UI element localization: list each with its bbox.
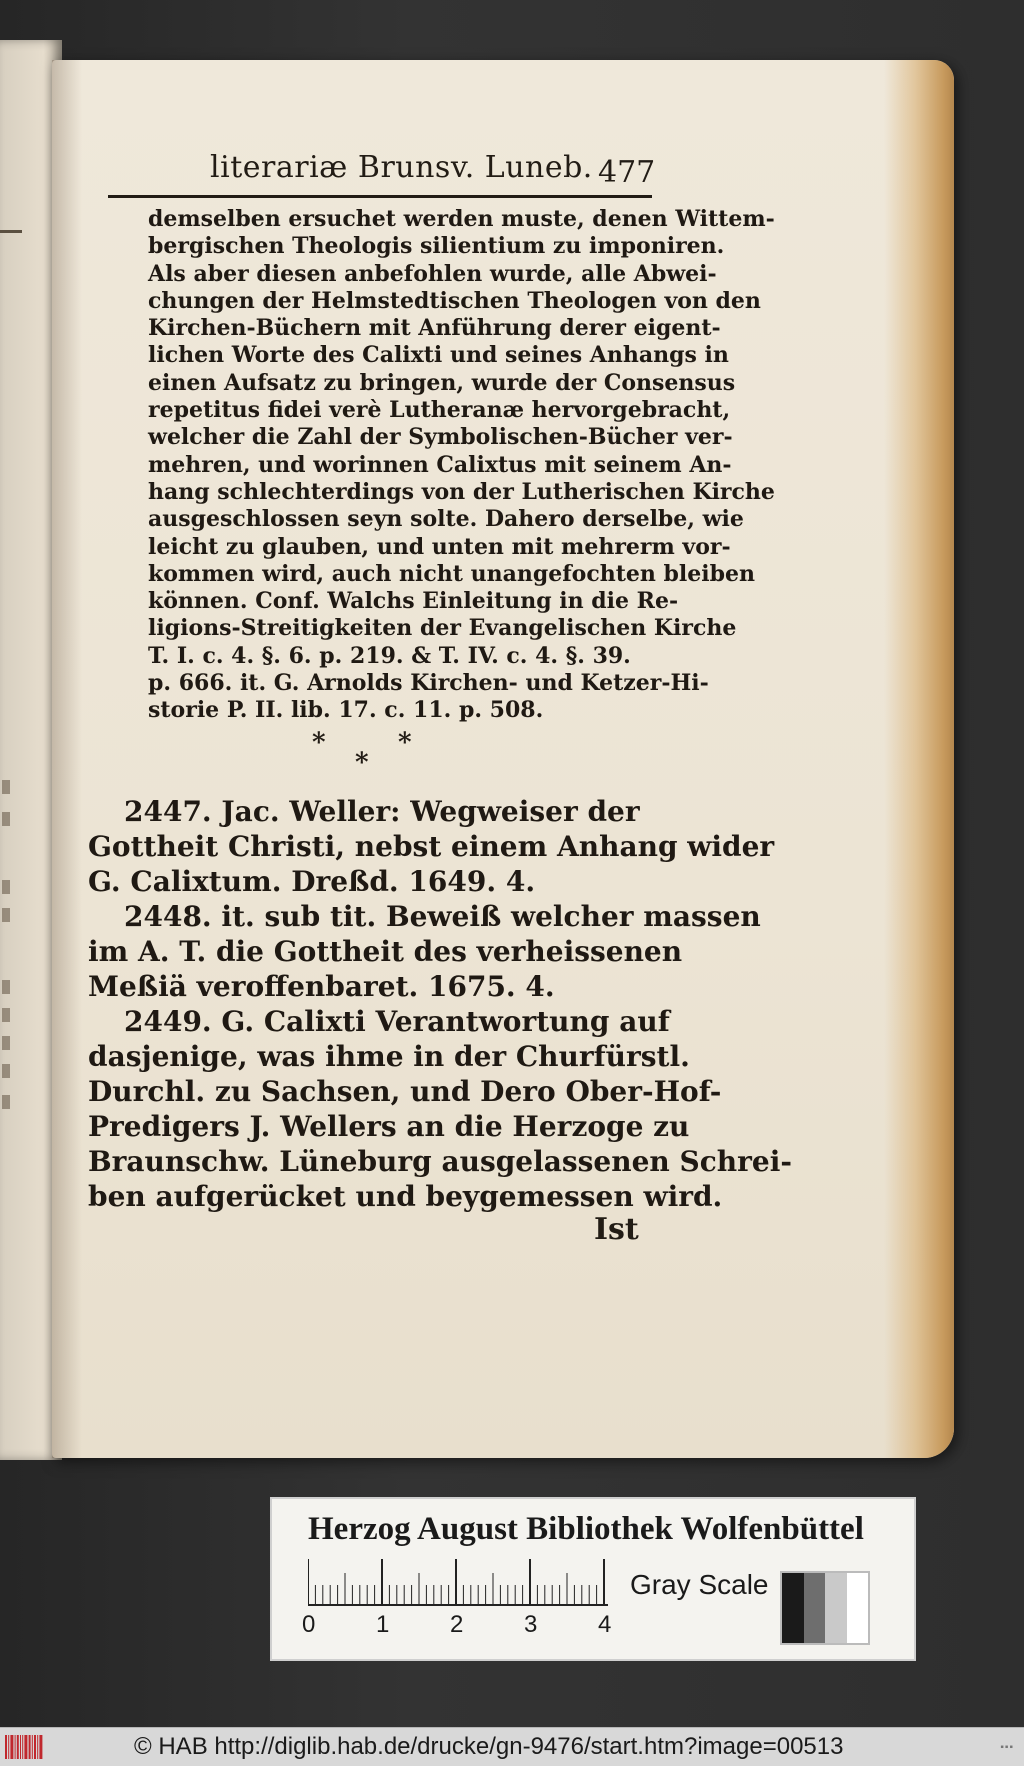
entry-line: Braunschw. Lüneburg ausgelassenen Schrei- bbox=[88, 1145, 792, 1178]
entry-line: 2447. Jac. Weller: Wegweiser der bbox=[124, 795, 640, 828]
asterism-separator bbox=[0, 728, 1024, 778]
logo-bar bbox=[20, 1735, 21, 1759]
body-line: hang schlechterdings von der Lutherischen Kirche bbox=[148, 478, 775, 505]
footer-bar bbox=[0, 1727, 1024, 1766]
entry-line: dasjenige, was ihme in der Churfürstl. bbox=[88, 1040, 690, 1073]
previous-page-glyph bbox=[2, 1036, 10, 1050]
color-calibration-card bbox=[270, 1497, 916, 1661]
footer-citation-link[interactable]: © HAB http://diglib.hab.de/drucke/gn-9476/start.htm?image=00513 bbox=[134, 1733, 844, 1760]
page-number: 477 bbox=[598, 155, 656, 190]
body-line: leicht zu glauben, und unten mit mehrerm vor- bbox=[148, 533, 731, 560]
ruler-ticks bbox=[308, 1557, 618, 1613]
logo-bar bbox=[29, 1735, 31, 1759]
hab-barcode-logo-icon bbox=[4, 1733, 46, 1761]
previous-page-rule bbox=[0, 230, 22, 233]
previous-page-glyph bbox=[2, 980, 10, 994]
entry-line: 2449. G. Calixti Verantwortung auf bbox=[124, 1005, 670, 1038]
logo-bar bbox=[39, 1735, 42, 1759]
previous-page-glyph bbox=[2, 1064, 10, 1078]
body-line: repetitus fidei verè Lutheranæ hervorgebracht, bbox=[148, 397, 731, 424]
ruler-number: 1 bbox=[376, 1611, 390, 1638]
card-title: Herzog August Bibliothek Wolfenbüttel bbox=[308, 1511, 864, 1547]
body-line: können. Conf. Walchs Einleitung in die Re- bbox=[148, 588, 679, 615]
previous-page-glyph bbox=[2, 908, 10, 922]
entry-line: Gottheit Christi, nebst einem Anhang wider bbox=[88, 830, 775, 863]
body-line: demselben ersuchet werden muste, denen Wittem- bbox=[148, 206, 775, 232]
previous-page-glyph bbox=[2, 780, 10, 794]
body-line: p. 666. it. G. Arnolds Kirchen- und Ketzer-Hi- bbox=[148, 670, 709, 697]
entry-line: im A. T. die Gottheit des verheissenen bbox=[88, 935, 683, 968]
ruler-number: 3 bbox=[524, 1611, 538, 1638]
gray-patch bbox=[825, 1573, 847, 1643]
ruler-number: 2 bbox=[450, 1611, 464, 1638]
body-line: bergischen Theologis silientium zu imponiren. bbox=[148, 233, 725, 260]
gray-patch bbox=[847, 1573, 869, 1643]
body-line: mehren, und worinnen Calixtus mit seinem An- bbox=[148, 451, 732, 478]
body-line: Kirchen-Büchern mit Anführung derer eigent- bbox=[148, 315, 721, 342]
gray-patch bbox=[782, 1573, 804, 1643]
gray-patch bbox=[804, 1573, 826, 1643]
previous-page-glyph bbox=[2, 812, 10, 826]
ruler-number: 0 bbox=[302, 1611, 316, 1638]
logo-bar bbox=[24, 1735, 27, 1759]
body-line: chungen der Helmstedtischen Theologen von den bbox=[148, 287, 761, 314]
body-line: ausgeschlossen seyn solte. Dahero derselbe, wie bbox=[148, 506, 744, 533]
gray-scale-patches bbox=[780, 1571, 870, 1645]
logo-bar bbox=[22, 1735, 23, 1759]
header-rule bbox=[108, 195, 652, 198]
logo-bar bbox=[37, 1735, 38, 1759]
footer-dots-icon: ▪▪▪ bbox=[1000, 1742, 1014, 1753]
body-line: T. I. c. 4. §. 6. p. 219. & T. IV. c. 4. §. 39. bbox=[148, 642, 631, 669]
asterisk-left: * bbox=[312, 728, 326, 758]
entry-line: G. Calixtum. Dreßd. 1649. 4. bbox=[88, 865, 536, 898]
previous-page-glyph bbox=[2, 1095, 10, 1109]
body-line: kommen wird, auch nicht unangefochten bleiben bbox=[148, 560, 756, 587]
bibliography-entries bbox=[88, 794, 792, 1214]
entry-line: Durchl. zu Sachsen, und Dero Ober-Hof- bbox=[88, 1075, 722, 1108]
body-paragraph bbox=[148, 206, 775, 725]
gray-scale-label: Gray Scale bbox=[630, 1569, 769, 1600]
body-line: storie P. II. lib. 17. c. 11. p. 508. bbox=[148, 697, 544, 724]
body-line: lichen Worte des Calixti und seines Anhangs in bbox=[148, 342, 729, 369]
scale-ruler bbox=[302, 1557, 618, 1638]
logo-bar bbox=[15, 1735, 16, 1759]
logo-bar bbox=[32, 1735, 33, 1759]
logo-bar bbox=[17, 1735, 19, 1759]
catchword: Ist bbox=[594, 1212, 639, 1247]
running-head: literariæ Brunsv. Luneb. bbox=[210, 150, 593, 185]
logo-bar bbox=[34, 1735, 36, 1759]
ruler-number: 4 bbox=[598, 1611, 612, 1638]
body-line: einen Aufsatz zu bringen, wurde der Consensus bbox=[148, 369, 736, 396]
logo-bar bbox=[5, 1735, 7, 1759]
asterisk-bottom: * bbox=[355, 748, 369, 778]
body-line: welcher die Zahl der Symbolischen-Bücher ver- bbox=[148, 424, 733, 451]
previous-page-glyph bbox=[2, 880, 10, 894]
entry-line: ben aufgerücket und beygemessen wird. bbox=[88, 1180, 723, 1213]
logo-bar bbox=[8, 1735, 9, 1759]
body-line: Als aber diesen anbefohlen wurde, alle Abwei- bbox=[148, 260, 717, 287]
entry-line: Predigers J. Wellers an die Herzoge zu bbox=[88, 1110, 690, 1143]
body-line: ligions-Streitigkeiten der Evangelischen Kirche bbox=[148, 615, 737, 642]
entry-line: Meßiä veroffenbaret. 1675. 4. bbox=[88, 970, 555, 1003]
asterisk-right: * bbox=[398, 728, 412, 758]
previous-page-glyph bbox=[2, 1008, 10, 1022]
entry-line: 2448. it. sub tit. Beweiß welcher massen bbox=[124, 900, 761, 933]
logo-bar bbox=[10, 1735, 13, 1759]
